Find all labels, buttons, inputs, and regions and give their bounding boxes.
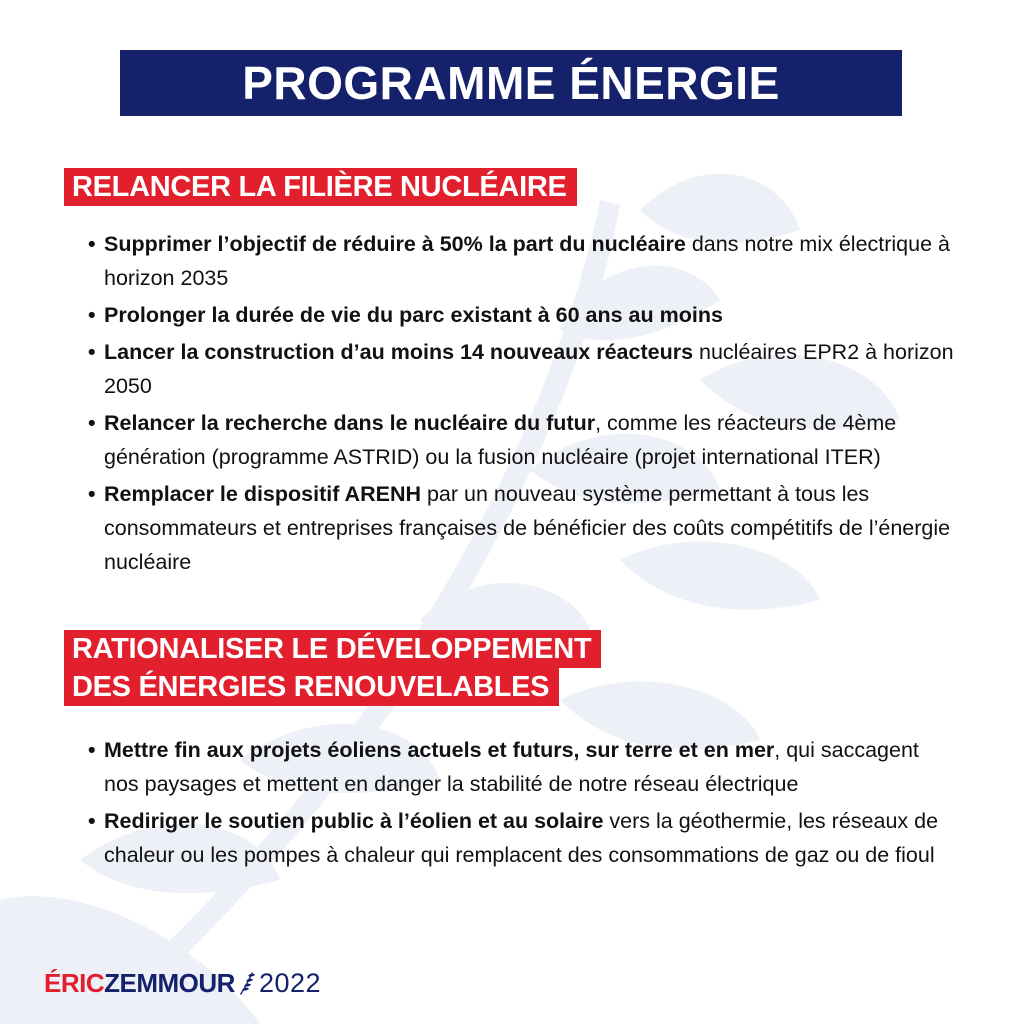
- section-heading-renewables-line1: RATIONALISER LE DÉVELOPPEMENT: [64, 630, 601, 668]
- list-item-bold: Rediriger le soutien public à l’éolien et au solaire: [104, 809, 604, 833]
- list-item: [88, 804, 958, 872]
- list-item-bold: Prolonger la durée de vie du parc existant à 60 ans au moins: [104, 303, 723, 327]
- list-item-text: , qui saccagent nos paysages et mettent en danger la stabilité de notre réseau électrique: [104, 738, 919, 796]
- list-item: [88, 733, 958, 801]
- list-item-bold: Remplacer le dispositif ARENH: [104, 482, 421, 506]
- list-item-text: par un nouveau système permettant à tous les consommateurs et entreprises françaises de bénéficier des coûts compétitifs de l’énergie nucléaire: [104, 482, 951, 574]
- list-item-bold: Lancer la construction d’au moins 14 nouveaux réacteurs: [104, 340, 694, 364]
- list-item-bold: Relancer la recherche dans le nucléaire du futur: [104, 411, 596, 435]
- laurel-icon: [236, 970, 258, 996]
- nuclear-list: [88, 227, 958, 582]
- brand-logo: [44, 966, 321, 1000]
- list-item-text: nucléaires EPR2 à horizon 2050: [104, 340, 954, 398]
- renewables-list: [88, 733, 958, 875]
- list-item: [88, 406, 958, 474]
- page-title: [120, 50, 902, 116]
- brand-last-name: ZEMMOUR: [104, 967, 235, 998]
- list-item-text: vers la géothermie, les réseaux de chaleur ou les pompes à chaleur qui remplacent des consommations de gaz ou de fioul: [104, 809, 939, 867]
- section-heading-nuclear-text: RELANCER LA FILIÈRE NUCLÉAIRE: [72, 171, 567, 203]
- section-heading-nuclear: [64, 168, 577, 206]
- brand-first-name: ÉRIC: [44, 967, 105, 998]
- list-item: [88, 298, 958, 332]
- list-item-bold: Mettre fin aux projets éoliens actuels et futurs, sur terre et en mer: [104, 738, 775, 762]
- list-item: [88, 335, 958, 403]
- section-heading-renewables-line2: DES ÉNERGIES RENOUVELABLES: [64, 668, 559, 706]
- list-item-text: , comme les réacteurs de 4ème génération (programme ASTRID) ou la fusion nucléaire (projet international ITER): [104, 411, 897, 469]
- brand-year: 2022: [258, 967, 322, 998]
- section-heading-renewables: [64, 630, 601, 706]
- list-item-bold: Supprimer l’objectif de réduire à 50% la part du nucléaire: [104, 232, 686, 256]
- list-item: [88, 477, 958, 579]
- list-item: [88, 227, 958, 295]
- page-title-text: PROGRAMME ÉNERGIE: [242, 57, 780, 109]
- list-item-text: dans notre mix électrique à horizon 2035: [104, 232, 950, 290]
